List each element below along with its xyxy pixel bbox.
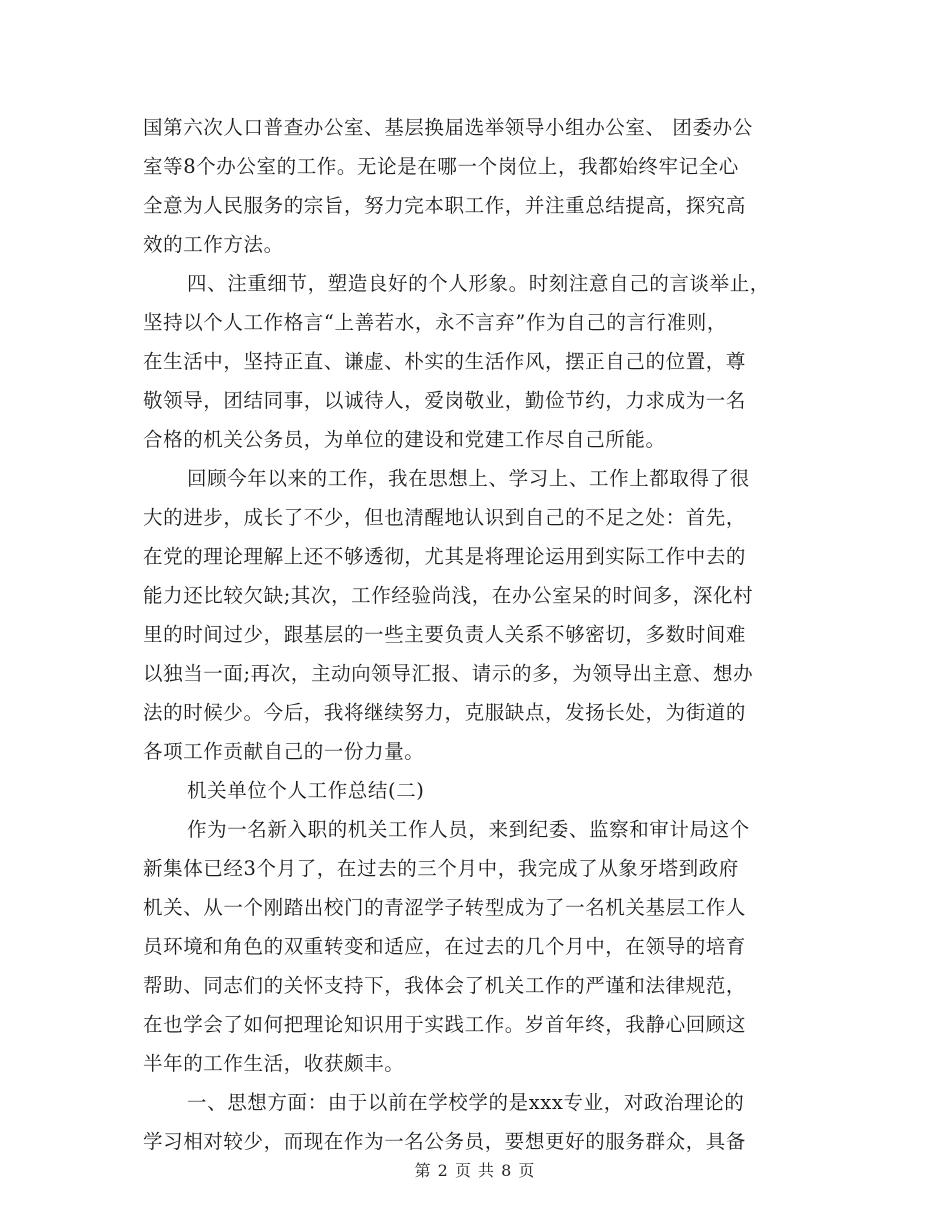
text-line: 效的工作方法。 (143, 233, 284, 256)
text-line: 各项工作贡献自己的一份力量。 (143, 740, 425, 763)
text-line: 机关、从一个刚踏出校门的青涩学子转型成为了一名机关基层工作人 (143, 896, 747, 919)
text-line: 室等8个办公室的工作。无论是在哪一个岗位上，我都始终牢记全心 (143, 155, 739, 178)
text-line: 全意为人民服务的宗旨，努力完本职工作，并注重总结提高，探究高 (143, 194, 747, 217)
text-line: 大的进步，成长了不少，但也清醒地认识到自己的不足之处：首先， (143, 506, 747, 529)
text-line: 帮助、同志们的关怀支持下，我体会了机关工作的严谨和法律规范， (143, 974, 747, 997)
text-line: 回顾今年以来的工作，我在思想上、学习上、工作上都取得了很 (187, 467, 750, 490)
document-body (143, 108, 813, 1161)
text-line: 法的时候少。今后，我将继续努力，克服缺点，发扬长处，为街道的 (143, 701, 747, 724)
text-line: 合格的机关公务员，为单位的建设和党建工作尽自己所能。 (143, 428, 666, 451)
page-footer: 第 2 页 共 8 页 (414, 1161, 536, 1180)
text-line: 在党的理论理解上还不够透彻，尤其是将理论运用到实际工作中去的 (143, 545, 747, 568)
text-line: 新集体已经3个月了，在过去的三个月中，我完成了从象牙塔到政府 (143, 857, 739, 880)
text-line: 半年的工作生活，收获颇丰。 (143, 1052, 405, 1075)
text-line: 能力还比较欠缺;其次，工作经验尚浅，在办公室呆的时间多，深化村 (143, 584, 754, 607)
text-line: 里的时间过少，跟基层的一些主要负责人关系不够密切，多数时间难 (143, 623, 747, 646)
text-line: 敬领导，团结同事，以诚待人，爱岗敬业，勤俭节约，力求成为一名 (143, 389, 747, 412)
text-line: 在也学会了如何把理论知识用于实践工作。岁首年终，我静心回顾这 (143, 1013, 747, 1036)
text-line: 国第六次人口普查办公室、基层换届选举领导小组办公室、 团委办公 (143, 116, 753, 139)
text-line: 以独当一面;再次，主动向领导汇报、请示的多，为领导出主意、想办 (143, 662, 754, 685)
text-line: 四、注重细节，塑造良好的个人形象。时刻注意自己的言谈举止， (187, 272, 770, 295)
text-line: 坚持以个人工作格言“上善若水，永不言弃”作为自己的言行准则， (143, 311, 727, 334)
text-line: 在生活中，坚持正直、谦虚、朴实的生活作风，摆正自己的位置，尊 (143, 350, 747, 373)
text-line: 学习相对较少，而现在作为一名公务员，要想更好的服务群众，具备 (143, 1130, 747, 1153)
text-line: 一、思想方面：由于以前在学校学的是xxx专业，对政治理论的 (187, 1091, 745, 1114)
text-line: 员环境和角色的双重转变和适应，在过去的几个月中，在领导的培育 (143, 935, 747, 958)
text-line: 作为一名新入职的机关工作人员，来到纪委、监察和审计局这个 (187, 818, 750, 841)
text-line: 机关单位个人工作总结(二) (187, 779, 425, 802)
